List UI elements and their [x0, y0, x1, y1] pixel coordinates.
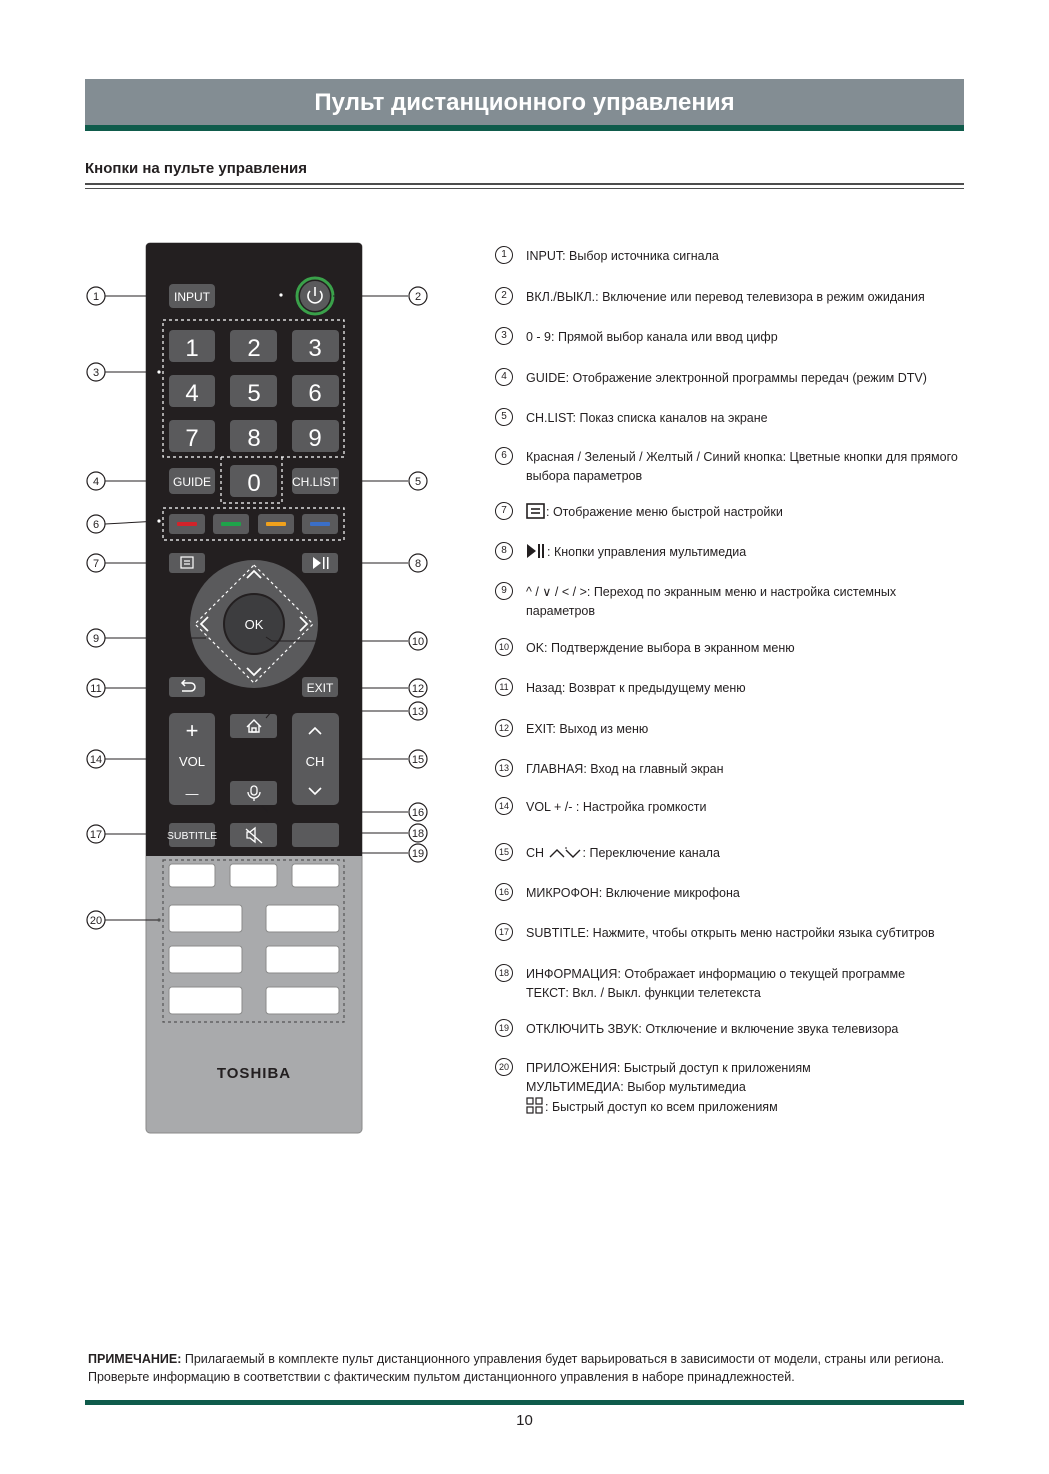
- back-key: [169, 677, 205, 697]
- item-text-prefix: CH: [526, 846, 545, 860]
- svg-text:5: 5: [414, 476, 422, 488]
- note-paragraph: [88, 1350, 958, 1386]
- item-text: ^ / ∨ / < / >: Переход по экранным меню и настройка системных параметров: [526, 585, 897, 618]
- item-text: ВКЛ./ВЫКЛ.: Включение или перевод телевизора в режим ожидания: [526, 290, 925, 304]
- item-text: [526, 543, 966, 562]
- item-number: 17: [495, 923, 513, 941]
- guide-key-label: GUIDE: [172, 475, 212, 489]
- item-number: 5: [495, 408, 513, 426]
- svg-text:9: 9: [92, 633, 100, 645]
- app-key: [266, 987, 339, 1014]
- all-apps-icon: [526, 1097, 544, 1114]
- digit-label: 1: [185, 335, 199, 362]
- svg-text:15: 15: [411, 754, 425, 766]
- digit-label: 6: [308, 380, 322, 407]
- led-indicator: [279, 293, 282, 296]
- item-number: 11: [495, 678, 513, 696]
- svg-text:7: 7: [92, 558, 100, 570]
- svg-text:1: 1: [92, 291, 100, 303]
- digit-label: 2: [247, 335, 261, 362]
- svg-text:12: 12: [411, 683, 425, 695]
- brand-logo: TOSHIBA: [216, 1065, 292, 1082]
- green-key-bar: [221, 522, 241, 526]
- item-text-line: [526, 1097, 966, 1117]
- item-number: 15: [495, 843, 513, 861]
- info-key: [292, 823, 339, 847]
- digit-label: 7: [185, 425, 199, 452]
- app-key: [169, 987, 242, 1014]
- item-number: 9: [495, 582, 513, 600]
- item-text: CH.LIST: Показ списка каналов на экране: [526, 411, 768, 425]
- vol-label: VOL: [178, 754, 206, 769]
- digit-label: 3: [308, 335, 322, 362]
- item-text: Красная / Зеленый / Желтый / Синий кнопка: Цветные кнопки для прямого выбора параметров: [526, 450, 958, 483]
- svg-text:8: 8: [414, 558, 422, 570]
- item-number: 6: [495, 447, 513, 465]
- svg-text:13: 13: [411, 706, 425, 718]
- item-number: 2: [495, 287, 513, 305]
- item-text: ГЛАВНАЯ: Вход на главный экран: [526, 762, 724, 776]
- yellow-key-bar: [266, 522, 286, 526]
- section-title: Кнопки на пульте управления: [85, 160, 308, 177]
- item-text: GUIDE: Отображение электронной программы передач (режим DTV): [526, 371, 927, 385]
- item-text: [526, 503, 966, 522]
- svg-text:11: 11: [90, 683, 102, 695]
- red-key-bar: [177, 522, 197, 526]
- svg-text:19: 19: [411, 848, 425, 860]
- item-number: 8: [495, 542, 513, 560]
- item-text: [526, 844, 966, 863]
- item-text: [526, 965, 966, 1003]
- vol-minus-label: —: [185, 786, 199, 801]
- svg-text:14: 14: [89, 754, 103, 766]
- digit-label: 8: [247, 425, 261, 452]
- item-text-content: : Кнопки управления мультимедиа: [547, 545, 747, 559]
- app-key: [230, 864, 277, 887]
- item-number: 14: [495, 797, 513, 815]
- svg-text:16: 16: [411, 807, 425, 819]
- svg-text:4: 4: [92, 476, 100, 488]
- app-key: [169, 946, 242, 973]
- digit-label: 4: [185, 380, 199, 407]
- item-number: 12: [495, 719, 513, 737]
- item-number: 1: [495, 246, 513, 264]
- callouts-right: [409, 287, 427, 862]
- item-text: МИКРОФОН: Включение микрофона: [526, 886, 740, 900]
- item-number: 16: [495, 883, 513, 901]
- subtitle-key-label: SUBTITLE: [166, 830, 218, 842]
- item-text: INPUT: Выбор источника сигнала: [526, 249, 719, 263]
- item-text: EXIT: Выход из меню: [526, 722, 649, 736]
- app-key: [292, 864, 339, 887]
- svg-text:2: 2: [414, 291, 422, 303]
- item-text: VOL + /- : Настройка громкости: [526, 800, 707, 814]
- footer-divider: [85, 1400, 964, 1405]
- item-text-content: : Отображение меню быстрой настройки: [546, 505, 783, 519]
- home-key: [230, 714, 277, 738]
- svg-text:18: 18: [411, 828, 425, 840]
- page-title: Пульт дистанционного управления: [314, 89, 735, 116]
- mic-key: [230, 781, 277, 805]
- item-text-line: ИНФОРМАЦИЯ: Отображает информацию о текущей программе: [526, 967, 906, 981]
- ch-up-down-icon: [548, 846, 582, 860]
- item-text-content: : Быстрый доступ ко всем приложениям: [545, 1100, 778, 1114]
- item-number: 3: [495, 327, 513, 345]
- input-key-label: INPUT: [174, 290, 210, 304]
- chlist-key-label: CH.LIST: [291, 475, 339, 489]
- item-text: Назад: Возврат к предыдущему меню: [526, 681, 746, 695]
- callout-dot: [157, 918, 160, 921]
- vol-plus-label: +: [185, 718, 199, 743]
- app-key: [266, 905, 339, 932]
- item-text: ОТКЛЮЧИТЬ ЗВУК: Отключение и включение звука телевизора: [526, 1022, 899, 1036]
- digit-label: 5: [247, 380, 261, 407]
- item-number: 7: [495, 502, 513, 520]
- app-key: [266, 946, 339, 973]
- app-key: [169, 905, 242, 932]
- svg-text:20: 20: [89, 915, 103, 927]
- svg-text:10: 10: [411, 636, 425, 648]
- svg-text:3: 3: [92, 367, 100, 379]
- svg-text:17: 17: [89, 829, 103, 841]
- item-number: 20: [495, 1058, 513, 1076]
- note-text: Прилагаемый в комплекте пульт дистанционного управления будет варьироваться в зависимости от модели, страны или региона. Проверьте информацию в соответствии с фактическим пультом дистанционного управления в наборе принадлежностей.: [88, 1352, 945, 1384]
- item-number: 18: [495, 964, 513, 982]
- item-number: 19: [495, 1019, 513, 1037]
- item-number: 13: [495, 759, 513, 777]
- item-text: OK: Подтверждение выбора в экранном меню: [526, 641, 795, 655]
- item-text-line: МУЛЬТИМЕДИА: Выбор мультимедиа: [526, 1080, 746, 1094]
- item-text-line: ТЕКСТ: Вкл. / Выкл. функции телетекста: [526, 986, 761, 1000]
- app-key: [169, 864, 215, 887]
- ok-key-label: OK: [244, 617, 264, 632]
- digit-keys: [169, 330, 339, 452]
- item-number: 4: [495, 368, 513, 386]
- play-pause-icon: [526, 543, 546, 559]
- quick-menu-icon: [526, 503, 545, 519]
- item-text-content: : Переключение канала: [582, 846, 720, 860]
- item-text-line: ПРИЛОЖЕНИЯ: Быстрый доступ к приложениям: [526, 1061, 811, 1075]
- menu-key: [169, 553, 205, 573]
- svg-text:6: 6: [92, 519, 100, 531]
- item-text: 0 - 9: Прямой выбор канала или ввод цифр: [526, 330, 778, 344]
- item-number: 10: [495, 638, 513, 656]
- digit-label: 0: [247, 470, 261, 497]
- item-text: [526, 1059, 966, 1117]
- blue-key-bar: [310, 522, 330, 526]
- page-number: 10: [516, 1412, 533, 1429]
- digit-label: 9: [308, 425, 322, 452]
- note-label: ПРИМЕЧАНИЕ:: [88, 1352, 182, 1366]
- callouts-left: [87, 287, 105, 929]
- item-text: SUBTITLE: Нажмите, чтобы открыть меню настройки языка субтитров: [526, 926, 935, 940]
- ch-label: CH: [305, 754, 325, 769]
- exit-key-label: EXIT: [306, 681, 334, 695]
- remote-illustration: [0, 0, 490, 1150]
